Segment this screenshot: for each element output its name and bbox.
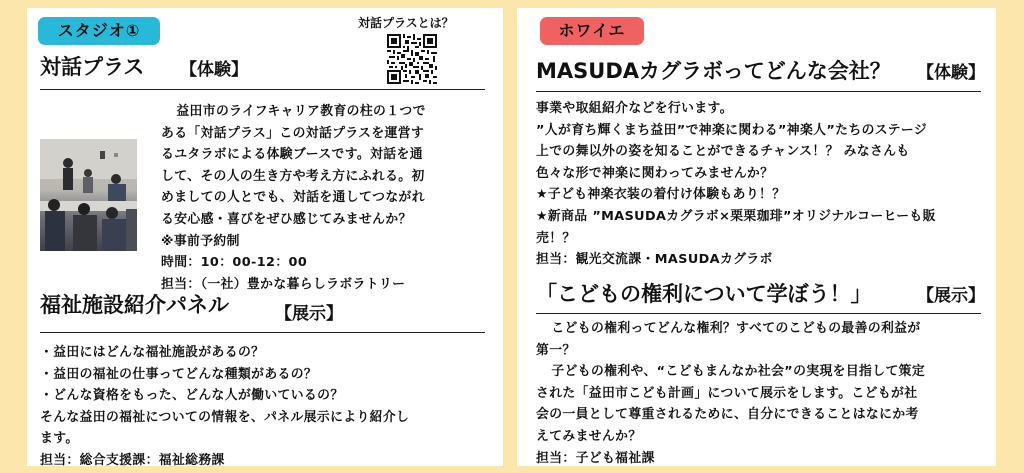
- body-line: こどもの権利ってどんな権利？すべてのこどもの最善の利益が: [551, 321, 921, 336]
- body-line: ”人が育ち輝くまち益田”で神楽に関わる”神楽人”たちのステージ: [536, 122, 928, 138]
- contact-info: 担当：総合支援課：福祉総務課: [40, 452, 225, 468]
- event-photo: [40, 139, 137, 251]
- section-divider: [40, 89, 485, 90]
- dialogue-plus-title: 対話プラス: [40, 55, 145, 79]
- body-line: る安心感・喜びをぜひ感じてみませんか？: [161, 211, 412, 227]
- child-rights-title: 「こどもの権利について学ぼう！」: [536, 282, 872, 306]
- welfare-panel-title: 福祉施設紹介パネル: [40, 293, 229, 317]
- body-line: 益田市のライフキャリア教育の柱の１つで: [176, 104, 426, 119]
- body-line: ・どんな資格をもった、どんな人が働いているの？: [40, 388, 344, 404]
- child-rights-type: 【展示】: [917, 286, 985, 306]
- contact-info: 担当：（一社）豊かな暮らしラボラトリー: [161, 276, 406, 292]
- section-divider: [40, 332, 485, 333]
- body-line: 上での舞以外の姿を知ることができるチャンス！？ みなさんも: [536, 144, 910, 160]
- body-line: 売！？: [536, 230, 576, 246]
- child-rights-body: [536, 318, 925, 469]
- foyer-tag: ホワイエ: [540, 17, 644, 45]
- right-panel: [517, 8, 996, 466]
- section-divider: [536, 91, 981, 92]
- body-line: された「益田市こども計画」について展示をします。こどもが社: [536, 385, 918, 401]
- body-line: ます。: [40, 431, 79, 447]
- kagurabo-body: [536, 98, 936, 271]
- studio-tag: スタジオ①: [38, 17, 160, 45]
- body-line: 事業や取組紹介などを行います。: [536, 101, 733, 116]
- body-line: えてみませんか？: [536, 428, 642, 444]
- contact-info: 担当：観光交流課・MASUDAカグラボ: [536, 252, 773, 268]
- time-info: 時間：10：00-12：00: [161, 255, 308, 271]
- body-line: るユタラボによる体験ブースです。対話を通: [161, 147, 423, 163]
- welfare-panel-type: 【展示】: [275, 304, 343, 324]
- kagurabo-title: MASUDAカグラボってどんな会社？: [536, 59, 891, 83]
- qr-code-icon[interactable]: [387, 34, 437, 84]
- body-line: ★新商品 ”MASUDAカグラボ×栗栗珈琲”オリジナルコーヒーも販: [536, 208, 936, 224]
- body-line: 色々な形で神楽に関わってみませんか？: [536, 165, 774, 181]
- kagurabo-type: 【体験】: [917, 63, 985, 83]
- section-divider: [536, 313, 981, 314]
- dialogue-plus-body: [161, 101, 426, 295]
- qr-label: 対話プラスとは？: [358, 16, 454, 30]
- body-line: そんな益田の福祉についての情報を、パネル展示により紹介し: [40, 409, 410, 425]
- dialogue-plus-type: 【体験】: [180, 60, 248, 80]
- contact-info: 担当：子ども福祉課: [536, 450, 655, 466]
- body-line: ・益田にはどんな福祉施設があるの？: [40, 345, 265, 360]
- body-line: めましての人とでも、対話を通してつながれ: [161, 190, 425, 206]
- body-line: ・益田の福祉の仕事ってどんな種類があるの？: [40, 366, 318, 382]
- body-line: ある「対話プラス」この対話プラスを運営す: [161, 125, 425, 141]
- body-line: 第一？: [536, 342, 576, 358]
- reservation-note: ※事前予約制: [161, 233, 240, 249]
- left-panel: [27, 8, 503, 466]
- body-line: ★子ども神楽衣装の着付け体験もあり！？: [536, 187, 786, 203]
- welfare-panel-body: [40, 342, 409, 472]
- body-line: して、その人の生き方や考え方にふれる。初: [161, 168, 425, 184]
- body-line: 子どもの権利や、“こどもまんなか社会”の実現を目指して策定: [551, 364, 926, 380]
- body-line: 会の一員として尊重されるために、自分にできることはなにか考: [536, 407, 919, 423]
